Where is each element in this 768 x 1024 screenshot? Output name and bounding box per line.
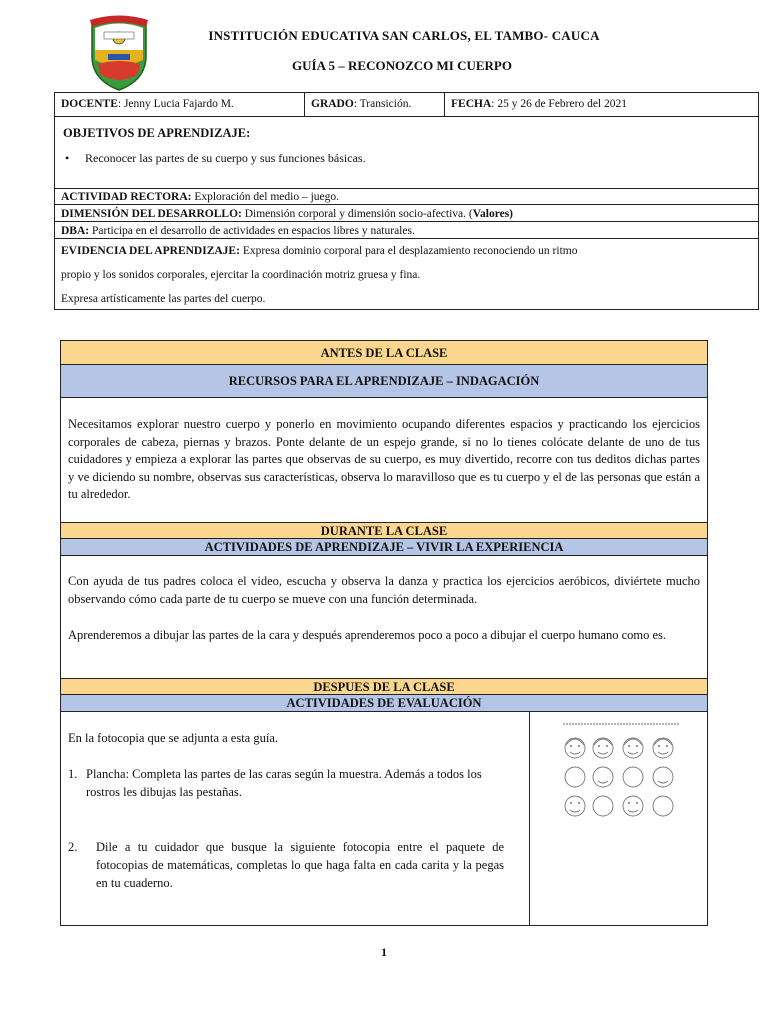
durante-subband: ACTIVIDADES DE APRENDIZAJE – VIVIR LA EXPERIENCIA [61, 539, 707, 556]
dba-label: DBA: [61, 225, 90, 237]
guide-title: GUÍA 5 – RECONOZCO MI CUERPO [292, 58, 512, 73]
despues-subband: ACTIVIDADES DE EVALUACIÓN [61, 695, 707, 712]
actividad-label: ACTIVIDAD RECTORA: [61, 191, 192, 203]
dimension-value: Dimensión corporal y dimensión socio-afectiva. ( [241, 208, 473, 220]
dba-row [55, 223, 758, 239]
grado-label: GRADO [311, 98, 354, 110]
evidencia-label: EVIDENCIA DEL APRENDIZAJE: [61, 245, 240, 257]
evidencia-section [55, 242, 758, 314]
item-1-text: Plancha: Completa las partes de las caras según la muestra. Además a todos los rostros les dibujas las pestañas. [86, 767, 482, 799]
antes-subband: RECURSOS PARA EL APRENDIZAJE – INDAGACIÓN [61, 365, 707, 398]
item-1-number: 1. [68, 767, 78, 781]
actividad-value: Exploración del medio – juego. [191, 191, 339, 203]
durante-paragraph-2: Aprenderemos a dibujar las partes de la cara y después aprenderemos poco a poco a dibujar el cuerpo humano como es. [68, 628, 667, 642]
page-number: 1 [381, 945, 387, 959]
institution-title: INSTITUCIÓN EDUCATIVA SAN CARLOS, EL TAMBO- CAUCA [208, 28, 600, 43]
school-shield-logo-icon [86, 14, 152, 92]
dimension-row [55, 206, 758, 222]
objetivos-section [55, 116, 758, 189]
docente-cell [55, 93, 305, 116]
objetivos-title: OBJETIVOS DE APRENDIZAJE: [63, 126, 251, 140]
dba-value: Participa en el desarrollo de actividades en espacios libres y naturales. [89, 225, 415, 237]
evaluation-item-1 [68, 765, 504, 801]
bullet-icon: • [65, 151, 70, 165]
docente-label: DOCENTE [61, 98, 118, 110]
school-logo [86, 14, 152, 92]
despues-band: DESPUES DE LA CLASE [61, 678, 707, 695]
fecha-value: : 25 y 26 de Febrero del 2021 [491, 98, 627, 110]
durante-band: DURANTE LA CLASE [61, 522, 707, 539]
evaluation-intro: En la fotocopia que se adjunta a esta guía. [68, 731, 278, 745]
dimension-label: DIMENSIÓN DEL DESARROLLO: [61, 208, 242, 220]
durante-paragraph-1: Con ayuda de tus padres coloca el video, escucha y observa la danza y practica los ejercicios aeróbicos, diviértete mucho observando cómo cada parte de tu cuerpo se mueve con una función determinada. [68, 574, 700, 606]
evidencia-line-1 [61, 242, 758, 266]
evidencia-line-2: propio y los sonidos corporales, ejercitar la coordinación motriz gruesa y fina. [61, 269, 421, 281]
item-2-number: 2. [68, 840, 78, 854]
faces-worksheet-thumbnail-icon [561, 721, 685, 827]
actividad-row [55, 189, 758, 205]
fecha-label: FECHA [451, 98, 492, 110]
objetivos-text: Reconocer las partes de su cuerpo y sus funciones básicas. [85, 151, 366, 165]
item-2-text: Dile a tu cuidador que busque la siguiente fotocopia entre el paquete de fotocopias de matemáticas, completas lo que haga falta en cada carita y la pegas en tu cuaderno. [96, 840, 504, 890]
class-plan-table [60, 340, 708, 926]
objetivos-item [65, 151, 366, 166]
antes-band: ANTES DE LA CLASE [61, 341, 707, 365]
info-table [54, 92, 759, 310]
docente-value: : Jenny Lucia Fajardo M. [117, 98, 234, 110]
evidencia-text-1: Expresa dominio corporal para el desplazamiento reconociendo un ritmo [239, 245, 578, 257]
info-header-row [55, 93, 758, 117]
dimension-valores: Valores) [472, 208, 513, 220]
evaluation-instructions [61, 712, 530, 925]
fecha-cell [445, 93, 760, 116]
grado-value: : Transición. [353, 98, 412, 110]
evaluation-item-2 [68, 838, 504, 892]
worksheet-image-cell [529, 712, 707, 925]
antes-paragraph: Necesitamos explorar nuestro cuerpo y ponerlo en movimiento ocupando diferentes espacios y practicando los ejercicios corporales de cabeza, piernas y brazos. Ponte delante de un espejo grande, si no lo tienes colócate delante de uno de tus cuidadores y empieza a explorar las partes que observas de su cuerpo, es muy divertido, recorre con tus deditos dichas partes y ve diciendo su nombre, observas sus características, observa lo maravilloso que es tu cuerpo y el de las personas que están a tu alrededor. [68, 417, 700, 501]
grado-cell [305, 93, 445, 116]
evidencia-line-3: Expresa artísticamente las partes del cuerpo. [61, 293, 266, 305]
